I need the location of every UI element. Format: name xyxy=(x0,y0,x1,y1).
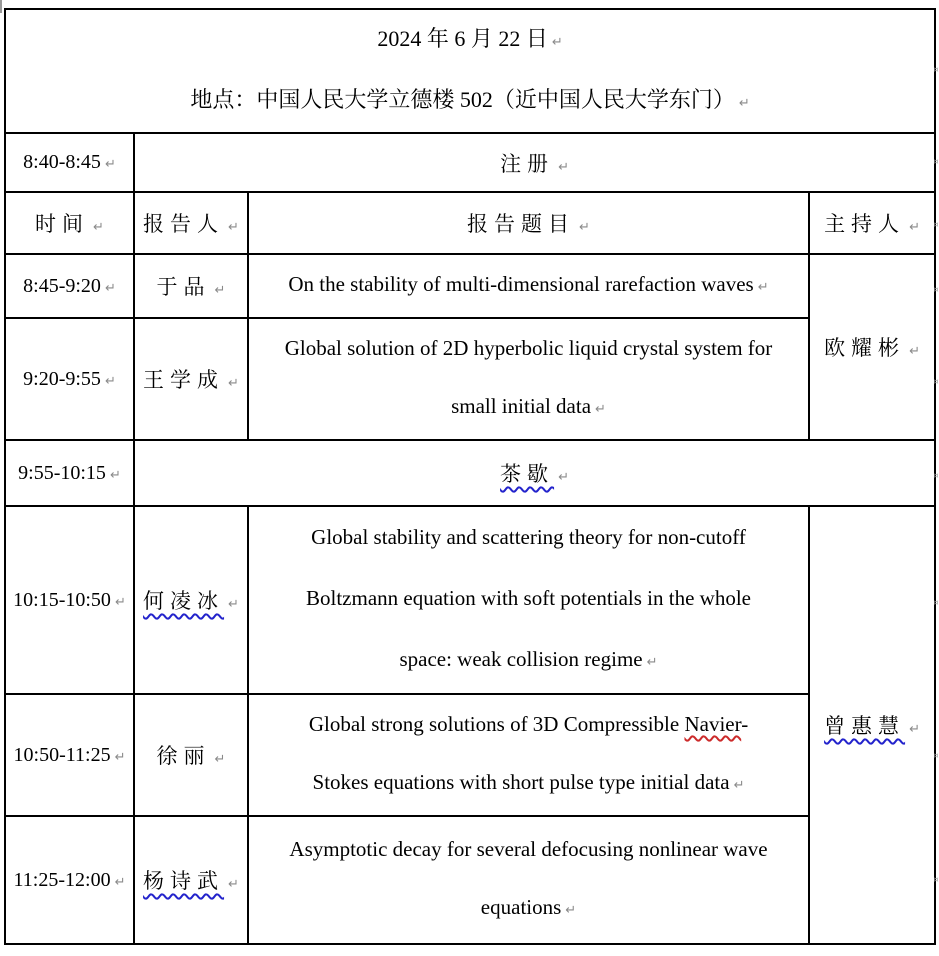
column-header-time-text: 时间 xyxy=(35,212,90,236)
paragraph-mark-icon: ↵ xyxy=(114,749,126,765)
session2-title-line2 xyxy=(251,377,806,439)
paragraph-mark-icon: ↵ xyxy=(104,280,116,296)
registration-label-cell[interactable] xyxy=(134,133,935,192)
paragraph-mark-icon: ↵ xyxy=(114,594,126,610)
session4-title-misspelled-word: Navier xyxy=(684,712,742,736)
session5-time-cell[interactable] xyxy=(5,816,134,944)
paragraph-mark-icon: ↵ xyxy=(733,778,745,793)
paragraph-mark-icon: ↵ xyxy=(757,280,769,295)
table-row-session xyxy=(5,254,935,318)
session1-speaker: 于品 xyxy=(156,275,211,299)
table-row-header xyxy=(5,9,935,133)
paragraph-mark-icon: ↵ xyxy=(909,220,920,235)
paragraph-mark-icon: ↵ xyxy=(214,283,226,298)
paragraph-mark-icon: ↵ xyxy=(558,159,569,175)
column-header-title-text: 报告题目 xyxy=(467,212,576,236)
paragraph-mark-icon: ↵ xyxy=(104,373,116,389)
paragraph-mark-icon: ↵ xyxy=(909,722,920,737)
session1-speaker-cell[interactable] xyxy=(134,254,248,318)
end-of-row-mark: ¤ xyxy=(933,285,939,294)
session1-title-text: On the stability of multi-dimensional rarefaction waves xyxy=(288,272,754,296)
column-header-speaker-text: 报告人 xyxy=(143,212,225,236)
column-header-speaker[interactable] xyxy=(134,192,248,254)
session3-speaker-wrap xyxy=(143,589,239,613)
end-of-row-mark: ¤ xyxy=(933,751,939,760)
session4-title-cell[interactable] xyxy=(248,694,809,816)
end-of-row-mark: ¤ xyxy=(933,471,939,480)
table-row-session xyxy=(5,318,935,440)
event-location-text: 地点：中国人民大学立德楼 502（近中国人民大学东门） xyxy=(190,87,735,112)
paragraph-mark-icon: ↵ xyxy=(228,597,239,612)
event-location xyxy=(8,71,932,132)
end-of-row-mark: ¤ xyxy=(933,220,939,229)
paragraph-mark-icon: ↵ xyxy=(738,96,750,111)
table-handle-mark xyxy=(0,0,2,13)
session3-speaker-cell[interactable] xyxy=(134,506,248,694)
break-time-cell[interactable] xyxy=(5,440,134,506)
table-row-registration xyxy=(5,133,935,192)
paragraph-mark-icon: ↵ xyxy=(228,376,239,391)
session1-time-cell[interactable] xyxy=(5,254,134,318)
session2-speaker-cell[interactable] xyxy=(134,318,248,440)
end-of-row-mark: ¤ xyxy=(933,157,939,166)
chair1-cell[interactable] xyxy=(809,254,935,440)
session4-title-line2-text: Stokes equations with short pulse type initial data xyxy=(312,770,730,794)
chair2-name: 曾惠慧 xyxy=(824,714,906,738)
session3-time: 10:15-10:50 xyxy=(13,588,111,611)
session1-title xyxy=(251,255,806,317)
session4-title-line2 xyxy=(251,753,806,815)
paragraph-mark-icon: ↵ xyxy=(909,344,920,359)
session2-title-line2-text: small initial data xyxy=(451,394,592,418)
session3-title-line1: Global stability and scattering theory for non-cutoff xyxy=(311,525,746,549)
paragraph-mark-icon: ↵ xyxy=(558,470,569,485)
table-row-column-headers xyxy=(5,192,935,254)
session2-time: 9:20-9:55 xyxy=(23,367,101,390)
paragraph-mark-icon: ↵ xyxy=(565,903,577,918)
end-of-row-mark: ¤ xyxy=(933,598,939,607)
session2-title-cell[interactable] xyxy=(248,318,809,440)
break-label-cell[interactable] xyxy=(134,440,935,506)
session3-title-line3 xyxy=(251,629,806,693)
session4-title-line1 xyxy=(251,695,806,753)
paragraph-mark-icon: ↵ xyxy=(228,220,239,235)
paragraph-mark-icon: ↵ xyxy=(93,220,104,235)
session3-title-cell[interactable] xyxy=(248,506,809,694)
registration-time-cell[interactable] xyxy=(5,133,134,192)
event-date-text: 2024 年 6 月 22 日 xyxy=(377,26,548,51)
column-header-time[interactable] xyxy=(5,192,134,254)
paragraph-mark-icon: ↵ xyxy=(104,157,116,172)
header-cell[interactable] xyxy=(5,9,935,133)
chair1-name-wrap xyxy=(824,336,920,360)
session5-title-cell[interactable] xyxy=(248,816,809,944)
session3-title-line3-text: space: weak collision regime xyxy=(399,647,643,671)
chair2-name-wrap xyxy=(824,714,920,738)
event-date xyxy=(8,10,932,71)
session5-title-line2 xyxy=(251,878,806,940)
table-row-session xyxy=(5,506,935,694)
session4-time-cell[interactable] xyxy=(5,694,134,816)
session4-time: 10:50-11:25 xyxy=(13,743,111,766)
session5-title-line1: Asymptotic decay for several defocusing nonlinear wave xyxy=(289,837,768,861)
paragraph-mark-icon: ↵ xyxy=(109,467,121,483)
session4-speaker-cell[interactable] xyxy=(134,694,248,816)
table-row-session xyxy=(5,694,935,816)
session2-time-cell[interactable] xyxy=(5,318,134,440)
paragraph-mark-icon: ↵ xyxy=(114,874,126,890)
table-row-break xyxy=(5,440,935,506)
session5-title-line2-text: equations xyxy=(480,895,562,919)
session4-speaker: 徐丽 xyxy=(156,744,211,768)
paragraph-mark-icon: ↵ xyxy=(214,752,226,767)
column-header-title[interactable] xyxy=(248,192,809,254)
chair1-name: 欧耀彬 xyxy=(824,336,906,360)
chair2-cell[interactable] xyxy=(809,506,935,944)
session4-title-hyphen: - xyxy=(741,712,749,736)
paragraph-mark-icon: ↵ xyxy=(579,220,590,235)
session5-speaker-wrap xyxy=(143,869,239,893)
registration-label: 注册 xyxy=(500,151,555,176)
paragraph-mark-icon: ↵ xyxy=(551,35,563,50)
session3-speaker: 何凌冰 xyxy=(143,589,225,613)
session2-title-line1: Global solution of 2D hyperbolic liquid crystal system for xyxy=(284,336,773,360)
session2-speaker: 王学成 xyxy=(143,368,225,392)
paragraph-mark-icon: ↵ xyxy=(595,402,606,417)
session3-title-line2: Boltzmann equation with soft potentials in the whole xyxy=(305,586,751,610)
break-label-wrap xyxy=(500,462,569,486)
end-of-row-mark: ¤ xyxy=(933,65,939,74)
break-label: 茶歇 xyxy=(500,462,555,486)
column-header-chair-text: 主持人 xyxy=(824,212,906,236)
paragraph-mark-icon: ↵ xyxy=(646,655,658,670)
end-of-row-mark: ¤ xyxy=(933,377,939,386)
session5-speaker-cell[interactable] xyxy=(134,816,248,944)
table-row-session xyxy=(5,816,935,944)
session1-time: 8:45-9:20 xyxy=(23,274,101,297)
session5-speaker: 杨诗武 xyxy=(143,869,225,893)
column-header-chair[interactable] xyxy=(809,192,935,254)
end-of-row-mark: ¤ xyxy=(933,875,939,884)
break-time: 9:55-10:15 xyxy=(18,461,106,484)
session3-time-cell[interactable] xyxy=(5,506,134,694)
paragraph-mark-icon: ↵ xyxy=(228,877,239,892)
registration-time: 8:40-8:45 xyxy=(23,151,101,173)
session1-title-cell[interactable] xyxy=(248,254,809,318)
session5-time: 11:25-12:00 xyxy=(13,868,111,891)
session4-title-pre: Global strong solutions of 3D Compressible xyxy=(308,712,685,736)
schedule-table xyxy=(4,8,936,945)
